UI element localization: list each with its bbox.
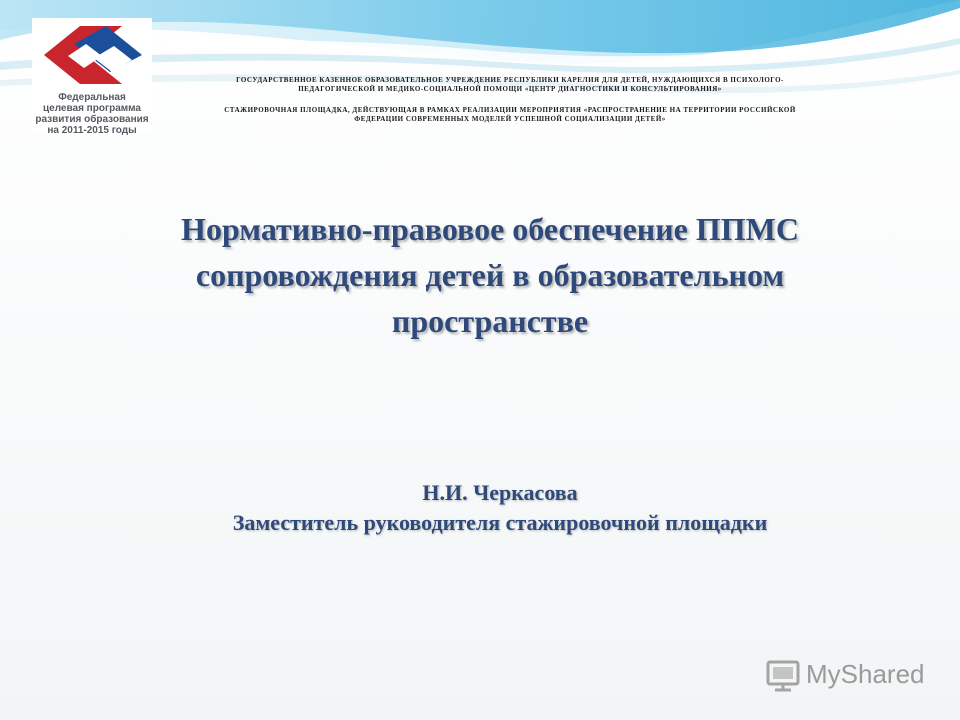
author-name: Н.И. Черкасова: [422, 480, 578, 505]
myshared-watermark: [766, 656, 936, 696]
logo-caption-line: целевая программа: [43, 103, 141, 114]
slide-title-line: пространстве: [391, 303, 589, 339]
training-site-header-line: ФЕДЕРАЦИИ СОВРЕМЕННЫХ МОДЕЛЕЙ УСПЕШНОЙ СОЦИАЛИЗАЦИИ ДЕТЕЙ»: [354, 115, 666, 123]
author-role: Заместитель руководителя стажировочной площадки: [232, 510, 768, 535]
slide-title-line: сопровождения детей в образовательном: [195, 257, 785, 293]
institution-header-line: ГОСУДАРСТВЕННОЕ КАЗЕННОЕ ОБРАЗОВАТЕЛЬНОЕ УЧРЕЖДЕНИЕ РЕСПУБЛИКИ КАРЕЛИЯ ДЛЯ ДЕТЕЙ, НУЖДАЮЩИХСЯ В ПСИХОЛОГО-: [236, 76, 784, 84]
myshared-label: MyShared: [806, 659, 925, 689]
logo-caption-line: Федеральная: [58, 92, 126, 103]
slide-title-line: Нормативно-правовое обеспечение ППМС: [181, 211, 799, 247]
program-logo: [32, 18, 152, 134]
logo-caption-line: развития образования: [35, 114, 149, 125]
training-site-header-line: СТАЖИРОВОЧНАЯ ПЛОЩАДКА, ДЕЙСТВУЮЩАЯ В РАМКАХ РЕАЛИЗАЦИИ МЕРОПРИЯТИЯ «РАСПРОСТРАНЕНИЕ НА ТЕРРИТОРИИ РОССИЙСКОЙ: [224, 106, 796, 114]
logo-caption-line: на 2011-2015 годы: [47, 125, 137, 136]
myshared-icon: [766, 658, 802, 692]
institution-header-line: ПЕДАГОГИЧЕСКОЙ И МЕДИКО-СОЦИАЛЬНОЙ ПОМОЩИ «ЦЕНТР ДИАГНОСТИКИ И КОНСУЛЬТИРОВАНИЯ»: [298, 85, 722, 93]
program-logo-caption: [32, 92, 152, 136]
training-site-header: [160, 106, 860, 124]
institution-header: [160, 76, 860, 94]
program-logo-icon: [40, 22, 146, 88]
slide-title: [90, 206, 890, 344]
